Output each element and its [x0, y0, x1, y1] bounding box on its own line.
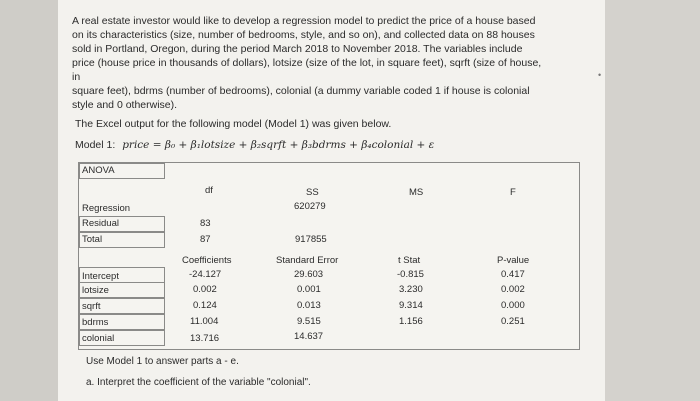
pvalue-cell: 0.000 — [501, 300, 525, 311]
coef-header: t Stat — [398, 255, 421, 266]
anova-row-label: Residual — [82, 218, 119, 229]
anova-header-ss: SS — [306, 187, 319, 198]
anova-row-label: Regression — [82, 203, 131, 214]
coef-header: P-value — [497, 255, 530, 266]
pvalue-cell: 0.417 — [501, 269, 525, 280]
coef-row-label: sqrft — [82, 301, 101, 312]
desk-background-right — [605, 0, 700, 401]
coef-row-label: colonial — [82, 333, 115, 344]
tstat-cell: 1.156 — [399, 316, 423, 327]
desk-background-left — [0, 0, 58, 401]
anova-cell-df: 87 — [200, 234, 211, 245]
paragraph-line: style and 0 otherwise). — [72, 99, 178, 111]
pvalue-cell: 0.002 — [501, 284, 525, 295]
tstat-cell: -0.815 — [397, 269, 424, 280]
anova-header-df: df — [205, 185, 213, 196]
model-label: Model 1: — [75, 139, 116, 151]
se-cell: 0.001 — [297, 284, 321, 295]
anova-title: ANOVA — [82, 165, 115, 176]
coef-header: Standard Error — [276, 255, 339, 266]
coef-cell: 11.004 — [190, 316, 219, 327]
excel-output-intro: The Excel output for the following model (Model 1) was given below. — [75, 118, 392, 130]
se-cell: 9.515 — [297, 316, 321, 327]
coef-cell: 13.716 — [190, 333, 220, 344]
tstat-cell: 9.314 — [399, 300, 423, 311]
coef-cell: 0.002 — [193, 284, 217, 295]
instructions-note: Use Model 1 to answer parts a - e. — [86, 356, 239, 367]
coef-row-label: Intercept — [82, 271, 119, 282]
model-equation: price = β₀ + β₁lotsize + β₂sqrft + β₃bdrms + β₄colonial + ε — [122, 139, 435, 151]
paragraph-line: square feet), bdrms (number of bedrooms), colonial (a dummy variable coded 1 if house is colonial — [72, 85, 530, 97]
coef-header: Coefficients — [182, 255, 232, 266]
coef-cell: -24.127 — [189, 269, 222, 280]
se-cell: 29.603 — [294, 269, 324, 280]
se-cell: 14.637 — [294, 331, 324, 342]
excel-output-table — [78, 162, 580, 350]
problem-page — [58, 0, 605, 401]
model-definition — [75, 139, 434, 151]
anova-cell-df: 83 — [200, 218, 211, 229]
paragraph-line: price (house price in thousands of dollars), lotsize (size of the lot, in square feet), sqrft (size of house, in — [72, 57, 542, 83]
margin-mark: • — [598, 70, 602, 80]
paragraph-line: A real estate investor would like to develop a regression model to predict the price of a house based — [72, 15, 536, 27]
anova-header-f: F — [510, 187, 516, 198]
paragraph-line: sold in Portland, Oregon, during the period March 2018 to November 2018. The variables include — [72, 43, 523, 55]
coef-row-label: lotsize — [82, 285, 109, 296]
anova-cell-ss: 620279 — [294, 201, 326, 212]
pvalue-cell: 0.251 — [501, 316, 525, 327]
se-cell: 0.013 — [297, 300, 321, 311]
tstat-cell: 3.230 — [399, 284, 423, 295]
coef-cell: 0.124 — [193, 300, 217, 311]
anova-row-label: Total — [82, 234, 103, 245]
question-a: a. Interpret the coefficient of the variable "colonial". — [86, 377, 311, 388]
problem-paragraph — [72, 14, 550, 112]
coef-row-label: bdrms — [82, 317, 109, 328]
paragraph-line: on its characteristics (size, number of bedrooms, style, and so on), and collected data on 88 houses — [72, 29, 535, 41]
anova-cell-ss: 917855 — [295, 234, 327, 245]
anova-header-ms: MS — [409, 187, 424, 198]
